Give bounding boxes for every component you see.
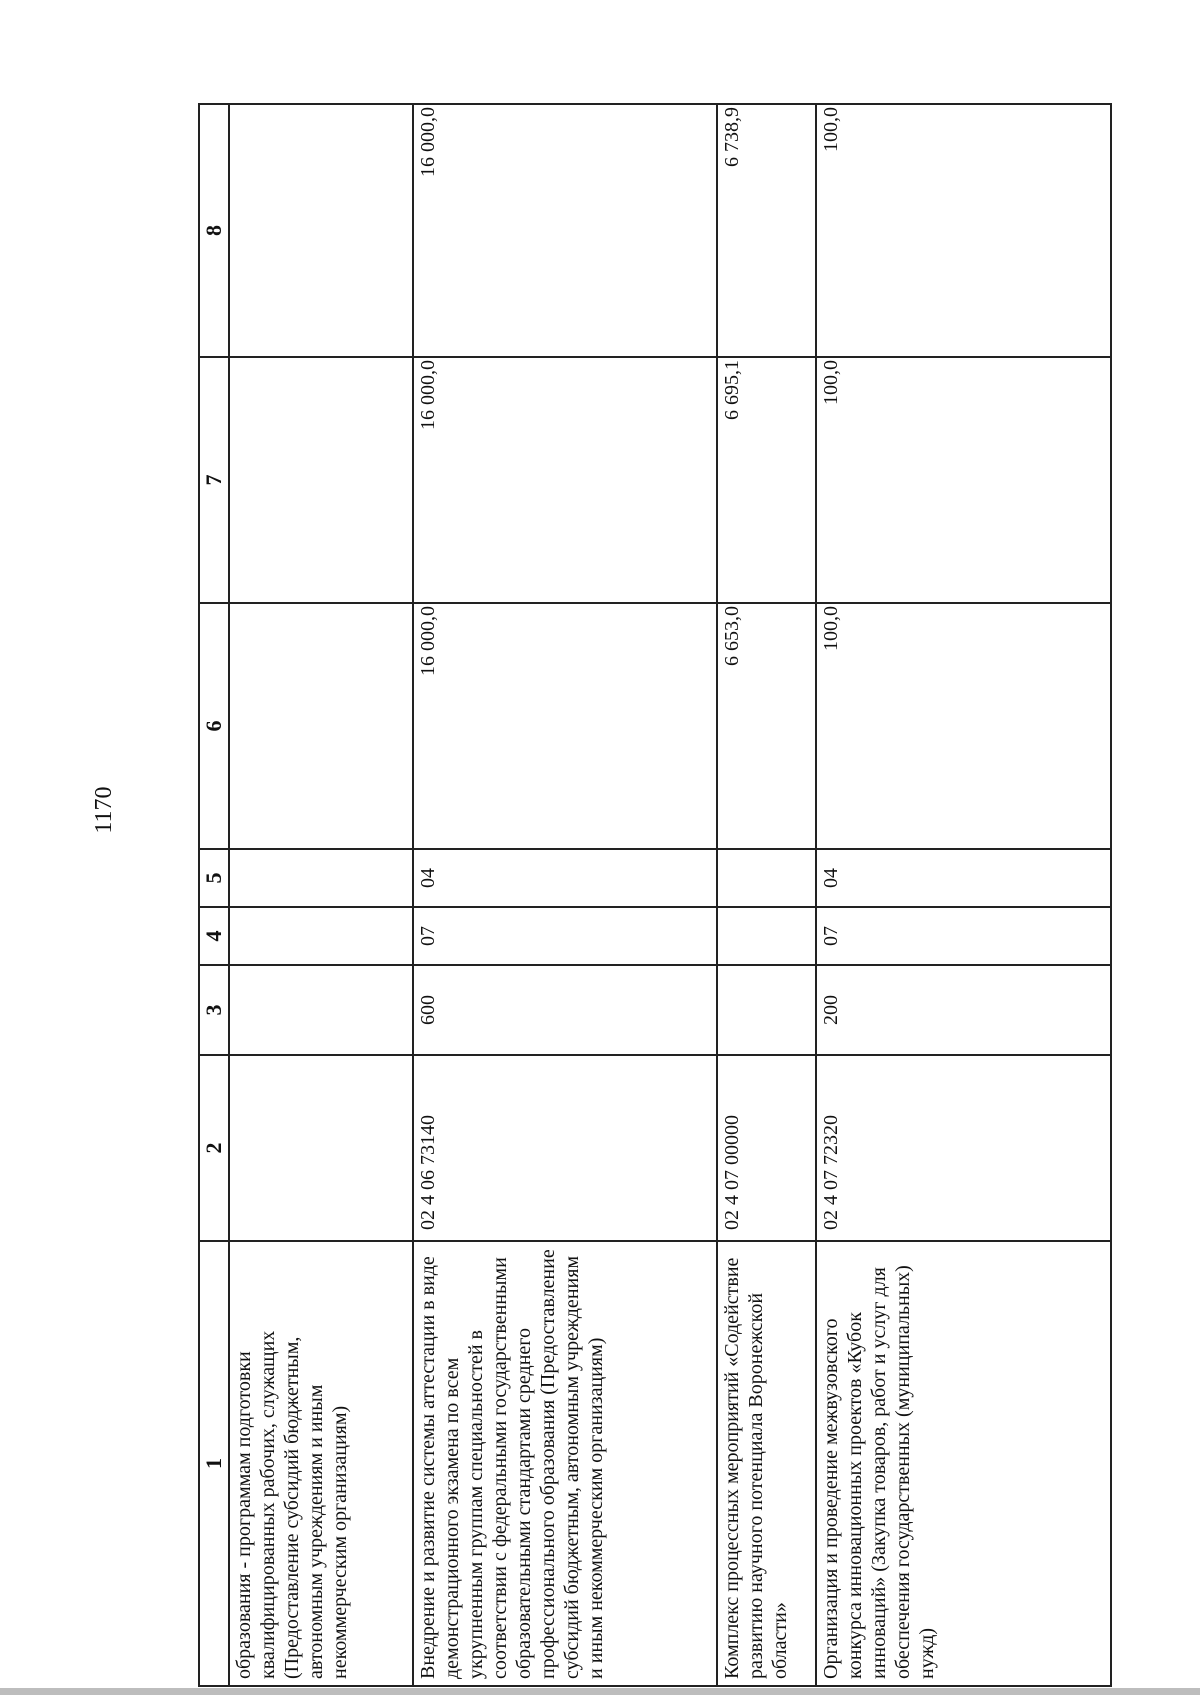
row-cell-4: 07	[816, 907, 1111, 965]
column-header: 4	[199, 907, 229, 965]
row-cell-7: 6 695,1	[717, 357, 816, 603]
row-cell-3: 600	[413, 965, 717, 1055]
row-cell-5	[229, 849, 413, 907]
budget-table	[198, 103, 1112, 1687]
page-bottom-edge	[0, 1688, 1200, 1695]
table-header-row	[199, 104, 229, 1686]
row-cell-7: 16 000,0	[413, 357, 717, 603]
column-header: 8	[199, 104, 229, 357]
row-code-cell: 02 4 06 73140	[413, 1055, 717, 1241]
row-cell-4	[717, 907, 816, 965]
column-header: 6	[199, 603, 229, 849]
column-header: 7	[199, 357, 229, 603]
table-row	[229, 104, 413, 1686]
row-cell-8: 6 738,9	[717, 104, 816, 357]
column-header: 1	[199, 1241, 229, 1686]
row-cell-3	[229, 965, 413, 1055]
column-header: 5	[199, 849, 229, 907]
page-number: 1170	[91, 786, 117, 834]
row-cell-7	[229, 357, 413, 603]
column-header: 3	[199, 965, 229, 1055]
row-cell-6: 6 653,0	[717, 603, 816, 849]
row-cell-8: 16 000,0	[413, 104, 717, 357]
row-code-cell: 02 4 07 00000	[717, 1055, 816, 1241]
row-name-cell: Внедрение и развитие системы аттестации в виде демонстрационного экзамена по всем укрупненным группам специальностей в соответствии с федеральными государственными образовательными стандартами среднего профессионального образования (Предоставление субсидий бюджетным, автономным учреждениям и иным некоммерческим организациям)	[413, 1241, 717, 1686]
row-name-cell: Комплекс процессных мероприятий «Содействие развитию научного потенциала Воронежской области»	[717, 1241, 816, 1686]
table-row	[717, 104, 816, 1686]
row-cell-8: 100,0	[816, 104, 1111, 357]
row-cell-3	[717, 965, 816, 1055]
row-code-cell: 02 4 07 72320	[816, 1055, 1111, 1241]
table-row	[413, 104, 717, 1686]
row-cell-8	[229, 104, 413, 357]
row-cell-6	[229, 603, 413, 849]
column-header: 2	[199, 1055, 229, 1241]
row-name-cell: Организация и проведение межвузовского конкурса инновационных проектов «Кубок инноваций» (Закупка товаров, работ и услуг для обеспечения государственных (муниципальных) нужд)	[816, 1241, 1111, 1686]
row-cell-4	[229, 907, 413, 965]
row-cell-7: 100,0	[816, 357, 1111, 603]
row-cell-6: 100,0	[816, 603, 1111, 849]
row-cell-4: 07	[413, 907, 717, 965]
table-row	[816, 104, 1111, 1686]
row-cell-3: 200	[816, 965, 1111, 1055]
row-cell-6: 16 000,0	[413, 603, 717, 849]
row-cell-5: 04	[816, 849, 1111, 907]
row-cell-5	[717, 849, 816, 907]
row-name-cell: образования - программам подготовки квалифицированных рабочих, служащих (Предоставление субсидий бюджетным, автономным учреждениям и иным некоммерческим организациям)	[229, 1241, 413, 1686]
rotated-table-container	[198, 105, 1110, 1687]
row-code-cell	[229, 1055, 413, 1241]
row-cell-5: 04	[413, 849, 717, 907]
